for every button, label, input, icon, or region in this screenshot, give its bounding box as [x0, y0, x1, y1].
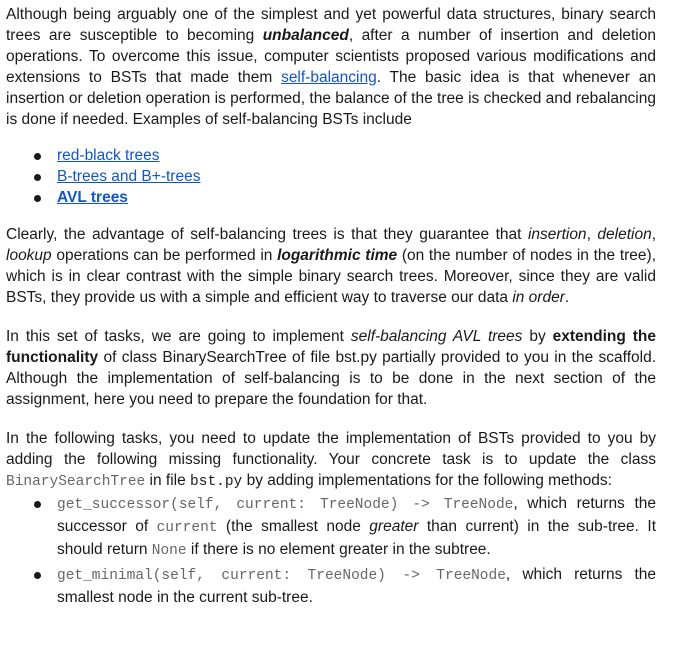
method-item-get-successor: [34, 493, 656, 562]
logarithmic-time-emphasis: logarithmic time: [277, 247, 398, 264]
insertion-emphasis: insertion: [527, 226, 587, 243]
lookup-emphasis: lookup: [6, 247, 52, 264]
document-body: [6, 4, 656, 610]
avl-trees-link[interactable]: AVL trees: [57, 189, 128, 206]
extending-emphasis: extending the functionality: [6, 328, 657, 366]
intro-text-2: , after a number of insertion and deletion operations. To overcome this issue, computer scientists proposed various modifications and extensions to BSTs that made them: [6, 27, 656, 86]
intro-text-3: . The basic idea is that whenever an insertion or deletion operation is performed, the balance of the tree is checked and rebalancing is done if needed. Examples of self-balancing BSTs include: [6, 69, 656, 128]
greater-emphasis: greater: [369, 518, 419, 535]
list-item: [34, 166, 656, 187]
tasks-text-1: In this set of tasks, we are going to implement: [6, 328, 351, 345]
method-item-get-minimal: [34, 564, 656, 608]
get-successor-desc-2: (the smallest node: [217, 518, 370, 535]
advantage-paragraph: [6, 224, 656, 308]
list-item: [34, 145, 656, 166]
intro-paragraph: [6, 4, 656, 130]
get-successor-signature: get_successor(self, current: TreeNode) -> TreeNode: [57, 497, 514, 513]
following-paragraph: [6, 428, 656, 493]
self-balancing-link[interactable]: self-balancing: [281, 69, 377, 86]
advantage-text-3: (on the number of nodes in the tree), which is in clear contrast with the simple binary search trees. Moreover, since they are valid BSTs, they provide us with a simple and efficient way to traverse our data: [6, 247, 656, 306]
file-name-code: bst.py: [190, 474, 243, 490]
current-code: current: [156, 520, 218, 536]
b-trees-link[interactable]: B-trees and B+-trees: [57, 168, 201, 185]
advantage-comma-2: ,: [651, 226, 656, 243]
advantage-text-4: .: [564, 289, 570, 306]
advantage-text-2: operations can be performed in: [51, 247, 278, 264]
following-text-3: by adding implementations for the following methods:: [242, 472, 612, 489]
tasks-text-2: by: [522, 328, 553, 345]
following-text-1: In the following tasks, you need to update the implementation of BSTs provided to you by adding the following missing functionality. Your concrete task is to update the class: [6, 430, 656, 468]
self-balancing-bst-list: [6, 145, 656, 208]
get-minimal-signature: get_minimal(self, current: TreeNode) -> TreeNode: [57, 568, 506, 584]
list-item: [34, 187, 656, 208]
intro-text-1: Although being arguably one of the simplest and yet powerful data structures, binary search trees are susceptible to becoming: [6, 6, 656, 44]
get-successor-desc-4: if there is no element greater in the subtree.: [186, 541, 491, 558]
get-minimal-desc-1: , which returns the smallest node in the current sub-tree.: [57, 566, 656, 606]
get-successor-desc-3: than current) in the sub-tree. It should return: [57, 518, 657, 558]
get-successor-desc-1: , which returns the successor of: [57, 495, 656, 535]
tasks-text-3: of class BinarySearchTree of file bst.py partially provided to you in the scaffold. Although the implementation of self-balancing is to be done in the next section of the assignment, here you need to prepare the foundation for that.: [6, 349, 656, 408]
red-black-trees-link[interactable]: red-black trees: [57, 147, 160, 164]
methods-list: [6, 493, 656, 608]
tasks-paragraph: [6, 326, 656, 410]
none-code: None: [151, 543, 187, 559]
class-name-code: BinarySearchTree: [6, 474, 146, 490]
deletion-emphasis: deletion: [597, 226, 652, 243]
unbalanced-emphasis: unbalanced: [262, 27, 349, 44]
avl-emphasis: self-balancing AVL trees: [350, 328, 523, 345]
in-order-emphasis: in order: [512, 289, 565, 306]
advantage-comma-1: ,: [586, 226, 598, 243]
following-text-2: in file: [145, 472, 191, 489]
advantage-text-1: Clearly, the advantage of self-balancing trees is that they guarantee that: [6, 226, 528, 243]
